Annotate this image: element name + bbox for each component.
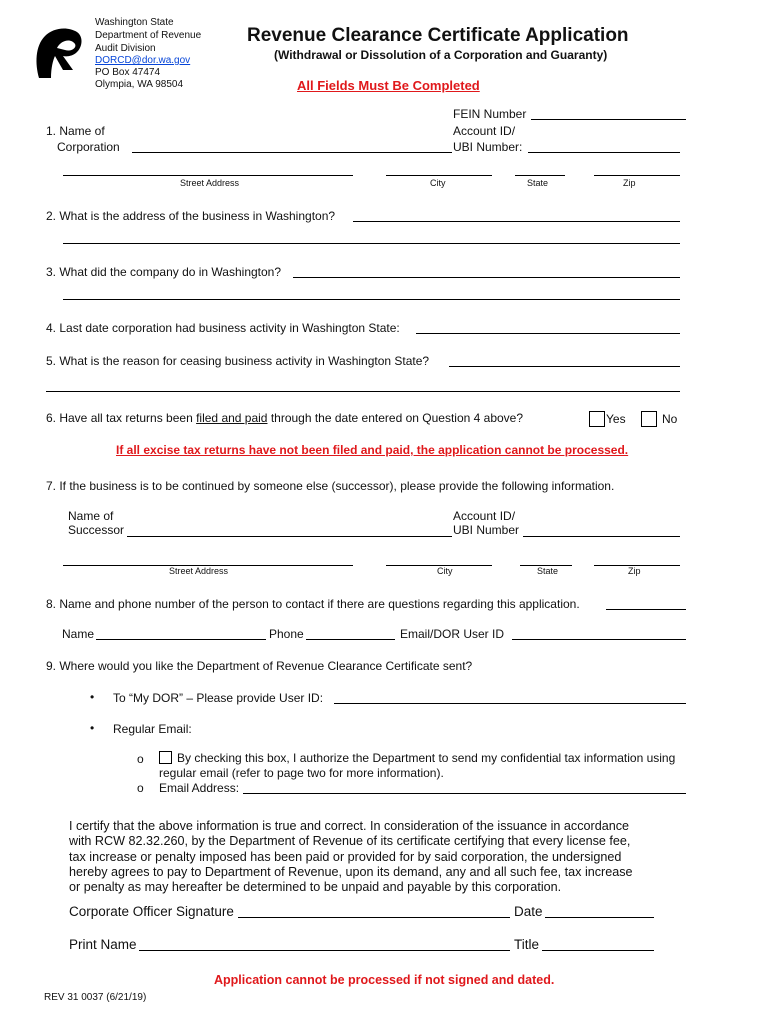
successor-name-label: Name of: [68, 509, 114, 523]
contact-email-label: Email/DOR User ID: [400, 627, 505, 641]
city-caption: City: [430, 178, 446, 188]
agency-email-link[interactable]: DORCD@dor.wa.gov: [95, 55, 191, 66]
q5-label: 5. What is the reason for ceasing business activity in Washington State?: [46, 354, 430, 368]
q6-label-a: 6. Have all tax returns been: [46, 411, 197, 425]
agency-line-3: Audit Division: [95, 43, 156, 54]
required-notice: All Fields Must Be Completed: [297, 78, 480, 93]
contact-email-input[interactable]: [512, 639, 686, 640]
bullet-icon: •: [90, 690, 95, 704]
zip-input[interactable]: [594, 175, 680, 176]
yes-label: Yes: [606, 412, 626, 426]
print-name-label: Print Name: [69, 937, 137, 952]
successor-account-label: Account ID/: [453, 509, 516, 523]
my-dor-user-id-input[interactable]: [334, 703, 686, 704]
print-name-input[interactable]: [139, 950, 510, 951]
date-label: Date: [514, 904, 543, 919]
form-id: REV 31 0037 (6/21/19): [44, 992, 147, 1003]
q6-label-c: through the date entered on Question 4 above?: [267, 411, 524, 425]
regular-email-option-label: Regular Email:: [113, 722, 192, 736]
certification-line: with RCW 82.32.260, by the Department of Revenue of its certificate certifying that every license fee,: [69, 834, 631, 849]
fein-input[interactable]: [531, 119, 686, 120]
q3-label: 3. What did the company do in Washington?: [46, 265, 282, 279]
email-authorization-checkbox[interactable]: [159, 751, 172, 764]
ubi-number-input[interactable]: [528, 152, 680, 153]
email-address-input[interactable]: [243, 793, 686, 794]
title-label: Title: [514, 937, 540, 952]
agency-line-2: Department of Revenue: [95, 30, 202, 41]
circle-bullet-icon: o: [137, 781, 144, 795]
q6-label: [46, 411, 523, 425]
street-address-caption: Street Address: [180, 178, 240, 188]
agency-line-1: Washington State: [95, 17, 174, 28]
last-activity-date-input[interactable]: [416, 333, 680, 334]
q3-input-2[interactable]: [63, 299, 680, 300]
q4-label: 4. Last date corporation had business activity in Washington State:: [46, 321, 400, 335]
corporation-name-input[interactable]: [132, 152, 452, 153]
q6-label-emphasis: filed and paid: [196, 411, 268, 425]
successor-ubi-input[interactable]: [523, 536, 680, 537]
successor-name-input[interactable]: [127, 536, 452, 537]
form-subtitle: (Withdrawal or Dissolution of a Corporation and Guaranty): [274, 48, 608, 62]
state-caption: State: [527, 178, 549, 188]
account-id-label: Account ID/: [453, 124, 516, 138]
certification-line: hereby agrees to pay to Department of Revenue, upon its demand, any and all such fee, tax increase: [69, 864, 633, 879]
form-title: Revenue Clearance Certificate Application: [247, 25, 629, 46]
ubi-number-label: UBI Number:: [453, 140, 523, 154]
q1-label-2: Corporation: [57, 140, 120, 154]
q2-input-1[interactable]: [353, 221, 680, 222]
successor-state-caption: State: [537, 566, 559, 576]
certification-line: I certify that the above information is true and correct. In consideration of the issuance in accordance: [69, 819, 630, 833]
dor-logo: [33, 24, 85, 80]
signature-input[interactable]: [238, 917, 510, 918]
q8-label: 8. Name and phone number of the person to contact if there are questions regarding this application.: [46, 597, 580, 611]
q9-label: 9. Where would you like the Department of Revenue Clearance Certificate sent?: [46, 659, 473, 673]
no-label: No: [662, 412, 678, 426]
fein-label: FEIN Number: [453, 107, 527, 121]
contact-phone-input[interactable]: [306, 639, 395, 640]
street-address-input[interactable]: [63, 175, 353, 176]
successor-ubi-label: UBI Number: [453, 523, 520, 537]
my-dor-option-label: To “My DOR” – Please provide User ID:: [113, 691, 324, 705]
signature-label: Corporate Officer Signature: [69, 904, 234, 919]
date-input[interactable]: [545, 917, 654, 918]
state-input[interactable]: [515, 175, 565, 176]
certification-line: tax increase or penalty imposed has been paid or provided for by said corporation, the undersigned: [69, 849, 622, 864]
agency-address-2: Olympia, WA 98504: [95, 79, 184, 90]
q5-input-1[interactable]: [449, 366, 680, 367]
q2-input-2[interactable]: [63, 243, 680, 244]
bullet-icon: •: [90, 721, 95, 735]
agency-address-1: PO Box 47474: [95, 67, 161, 78]
circle-bullet-icon: o: [137, 752, 144, 766]
successor-street-caption: Street Address: [169, 566, 229, 576]
contact-name-input[interactable]: [96, 639, 266, 640]
q7-label: 7. If the business is to be continued by someone else (successor), please provide the following information.: [46, 479, 615, 493]
city-input[interactable]: [386, 175, 492, 176]
contact-phone-label: Phone: [269, 627, 304, 641]
zip-caption: Zip: [623, 178, 636, 188]
q8-input[interactable]: [606, 609, 686, 610]
certification-line: or penalty as may hereafter be determined to be unpaid and payable by this corporation.: [69, 880, 562, 895]
q2-label: 2. What is the address of the business in Washington?: [46, 209, 336, 223]
q1-label: 1. Name of: [46, 124, 105, 138]
successor-city-caption: City: [437, 566, 453, 576]
no-checkbox[interactable]: [641, 411, 657, 427]
email-authorization-text: By checking this box, I authorize the Department to send my confidential tax information using: [177, 751, 676, 765]
title-input[interactable]: [542, 950, 654, 951]
signature-warning: Application cannot be processed if not signed and dated.: [214, 973, 555, 987]
q6-warning: If all excise tax returns have not been filed and paid, the application cannot be processed.: [116, 443, 629, 457]
successor-name-label-2: Successor: [68, 523, 125, 537]
yes-checkbox[interactable]: [589, 411, 605, 427]
email-authorization-text-2: regular email (refer to page two for more information).: [159, 766, 444, 780]
contact-name-label: Name: [62, 627, 95, 641]
q5-input-2[interactable]: [46, 391, 680, 392]
q3-input-1[interactable]: [293, 277, 680, 278]
email-address-label: Email Address:: [159, 781, 240, 795]
certification-statement: [69, 819, 679, 895]
successor-zip-caption: Zip: [628, 566, 641, 576]
